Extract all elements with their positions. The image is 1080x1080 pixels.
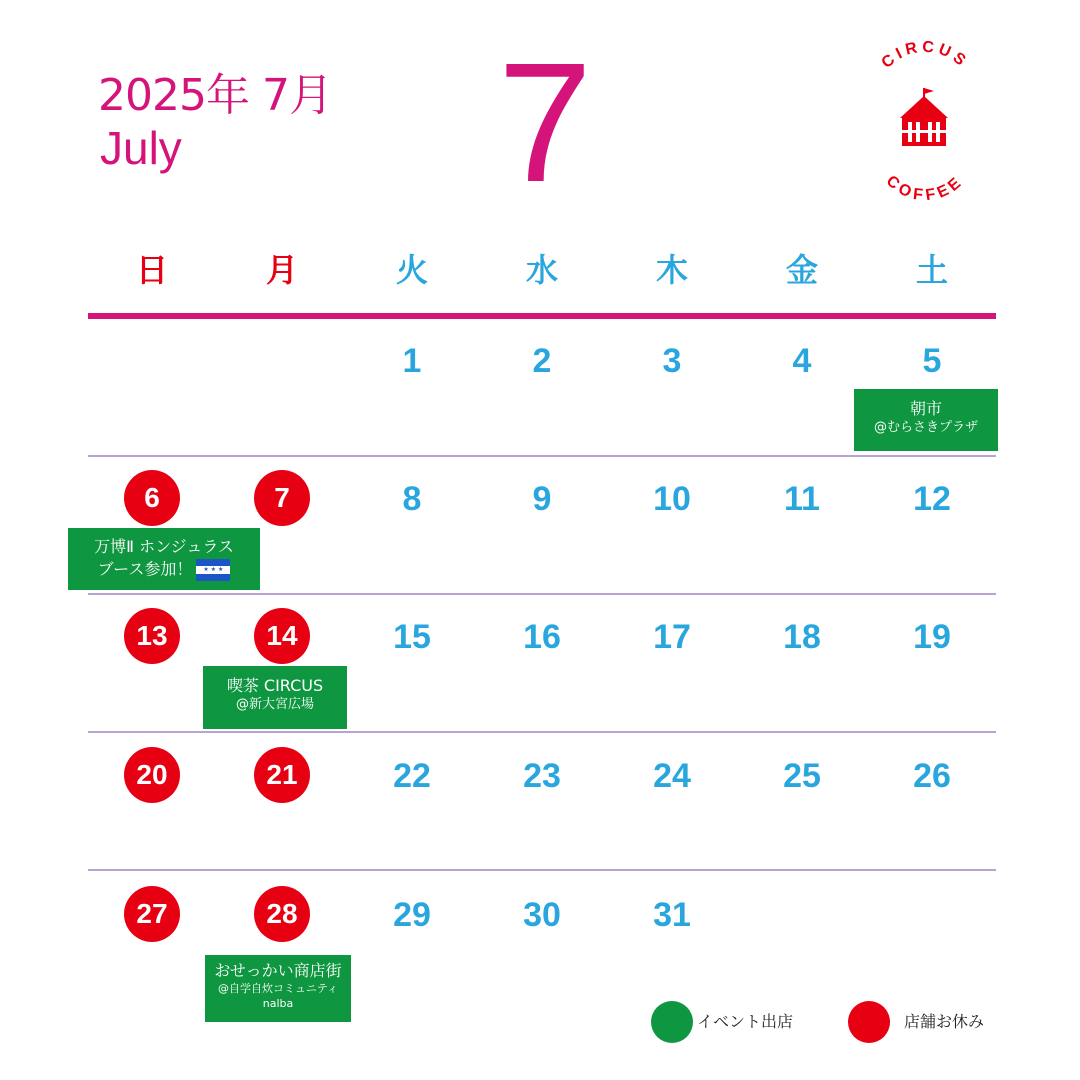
weekday-thu: 木 [655,251,688,289]
day-number[interactable]: 22 [393,757,431,795]
row-divider [88,593,996,595]
circus-coffee-logo [860,40,990,210]
weekday-sun: 日 [135,251,168,289]
event-title: おせっかい商店街 [214,961,342,980]
closed-day-number[interactable]: 7 [254,470,310,526]
day-number[interactable]: 31 [653,896,691,934]
event-location: @新大宮広場 [235,697,314,712]
day-number[interactable]: 12 [913,480,951,518]
tent-icon [900,88,948,146]
closed-day-number[interactable]: 27 [124,886,180,942]
closed-day-number[interactable]: 13 [124,608,180,664]
month-number: 7 [497,28,593,218]
row-divider [88,869,996,871]
event-subtitle: ブース参加！ [97,559,193,579]
day-number[interactable]: 9 [532,480,552,518]
event-kissa-circus[interactable] [203,666,347,729]
legend-closed-label: 店舗お休み [904,1012,985,1031]
weekday-wed: 水 [525,251,558,289]
day-number[interactable]: 10 [653,480,691,518]
weekday-sat: 土 [915,251,948,289]
year-month-label: 2025年 7月 [98,70,332,121]
event-asaichi[interactable] [854,389,998,451]
closed-day-number[interactable]: 21 [254,747,310,803]
day-number[interactable]: 25 [783,757,821,795]
month-english-label: July [100,122,182,174]
day-number[interactable]: 30 [523,896,561,934]
event-expo-honduras[interactable] [68,528,260,590]
day-number[interactable]: 3 [662,342,682,380]
logo-top-text: CIRCUS [878,40,972,72]
closed-day-number[interactable]: 28 [254,886,310,942]
day-number[interactable]: 1 [402,342,422,380]
event-title: 万博Ⅱ ホンジュラス [94,537,234,556]
event-location: @むらさきプラザ [873,420,978,435]
day-number[interactable]: 15 [393,618,431,656]
weekday-fri: 金 [785,251,818,289]
day-number[interactable]: 29 [393,896,431,934]
closed-day-number[interactable]: 6 [124,470,180,526]
event-osekkai[interactable] [205,955,351,1022]
row-divider [88,455,996,457]
logo-bottom-text: COFFEE [882,172,968,205]
honduras-flag-icon: ★ ★ ★ [196,559,230,581]
event-location-name: nalba [262,997,294,1010]
event-title: 喫茶 CIRCUS [226,676,324,695]
legend-closed-dot [848,1001,890,1043]
day-number[interactable]: 18 [783,618,821,656]
weekday-tue: 火 [395,251,428,289]
closed-day-number[interactable]: 14 [254,608,310,664]
row-divider [88,731,996,733]
day-number[interactable]: 11 [784,480,820,518]
day-number[interactable]: 2 [532,342,552,380]
event-title: 朝市 [909,399,942,418]
day-number[interactable]: 24 [653,757,691,795]
svg-text:COFFEE [883,172,968,204]
day-number[interactable]: 19 [913,618,951,656]
day-number[interactable]: 4 [792,342,812,380]
closed-day-number[interactable]: 20 [124,747,180,803]
legend-event-dot [651,1001,693,1043]
event-location: @自学自炊コミュニティ [218,982,338,995]
day-number[interactable]: 8 [402,480,422,518]
weekday-mon: 月 [265,251,298,289]
day-number[interactable]: 23 [523,757,561,795]
day-number[interactable]: 5 [922,342,942,380]
day-number[interactable]: 16 [523,618,561,656]
day-number[interactable]: 26 [913,757,951,795]
day-number[interactable]: 17 [653,618,691,656]
svg-text:CIRCUS [879,40,972,72]
header-divider [88,313,996,319]
legend-event-label: イベント出店 [697,1012,794,1031]
